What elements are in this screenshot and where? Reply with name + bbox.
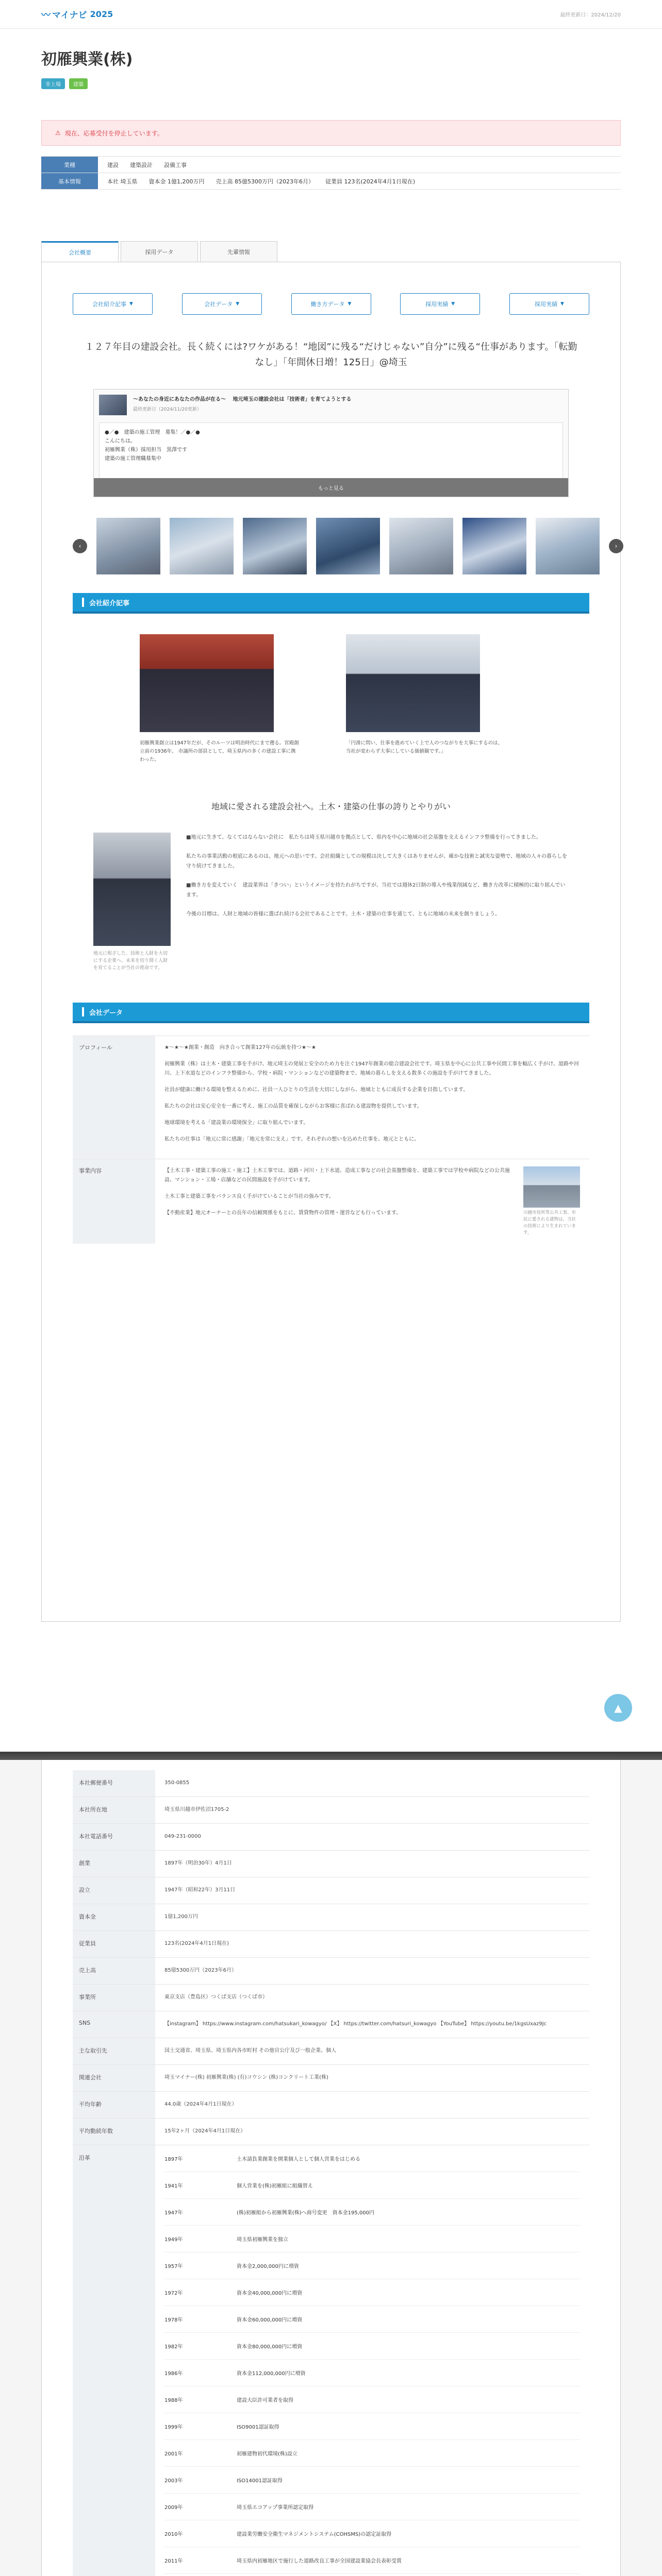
history-year: 1941年 [164,2183,183,2189]
data-row-profile [73,1036,589,1159]
history-year: 1949年 [164,2237,183,2243]
article-paragraph: 私たちの事業活動の根底にあるのは、地元への思いです。会社組織としての規模は決して大きくはありませんが、確かな技術と誠実な姿勢で、地域の人々の暮らしを守り続けてきました。 [186,854,567,869]
gallery-photo[interactable] [536,518,600,574]
row-head: 事業所 [73,1985,155,2011]
info-head: 基本情報 [41,173,98,189]
photo-caption: 初雁興業創立は1947年だが、そのルーツは明治時代にまで遡る。宮殿創立前の1936年、 市議所の部員として、埼玉県内の多くの建設工事に携わった。 [140,740,299,762]
info-row-basic [41,173,621,190]
article-paragraph: 今後の目標は、人財と地域の皆様に選ばれ続ける会社であることです。土木・建築の仕事を通じて、ともに地域の未来を創りましょう。 [186,911,500,917]
row-value: 1億1,200万円 [164,1914,198,1920]
history-row [164,2413,580,2440]
history-event: ISO9001認証取得 [237,2425,279,2430]
row-head: 本社電話番号 [73,1824,155,1850]
row-head: 事業内容 [73,1159,155,1244]
row-value: 123名(2024年4月1日現在) [164,1941,229,1946]
news-body [99,422,563,479]
history-event: 資本金112,000,000円に増資 [237,2371,306,2377]
row-head: 従業員 [73,1931,155,1957]
history-year: 1986年 [164,2371,183,2377]
warning-icon: ⚠ [55,129,61,137]
history-row [164,2360,580,2386]
staff-photo [346,634,480,732]
capital: 資本金 1億1,200万円 [148,178,205,185]
news-more-button[interactable]: もっと見る [94,478,568,497]
data-row [73,1958,589,1985]
data-row [73,1851,589,1877]
history-row [164,2547,580,2574]
arrow-up-icon[interactable]: ▲ [604,1694,632,1722]
photo-caption: 川越市役所等公共工事。市民に愛される建物は、当社の技術により生まれています。 [523,1210,576,1235]
row-head: 本社所在地 [73,1797,155,1823]
catchcopy: １２７年目の建設会社。長く続くには?ワケがある！“地図”に残る“だけじゃない”自分”に残る“仕事があります。「転勤なし」「年間休日増！125日」@埼玉 [85,342,577,368]
subtab-label: 採用実績 [425,301,449,308]
chevron-down-icon: ▼ [347,301,352,307]
history-row [164,2252,580,2279]
president-portrait [93,833,171,946]
profile-paragraph: ★～★～★創業・創造 向き合って創業127年の伝統を持つ★～★ [164,1045,316,1050]
info-row-industry [41,157,621,173]
article-title: 地域に愛される建設会社へ。土木・建築の仕事の誇りとやりがい [211,802,451,811]
subtab-work-style[interactable] [291,293,371,315]
data-row [73,2065,589,2092]
news-thumbnail [99,395,127,415]
history-row [164,2333,580,2360]
section-heading-intro: 会社紹介記事 [73,593,589,614]
business-paragraph: 土木工事と建築工事をバランス良く手がけていることが当社の強みです。 [164,1194,334,1199]
history-row [164,2226,580,2252]
history-event: 資本金80,000,000円に増資 [237,2344,303,2350]
group-photo [140,634,274,732]
history-year: 1957年 [164,2264,183,2269]
history-row [164,2494,580,2520]
subtab-hiring-record[interactable] [400,293,480,315]
profile-paragraph: 地球環境を考える「建設業の環境保全」に取り組んでいます。 [164,1120,309,1126]
intro-photos [42,614,620,764]
history-year: 1972年 [164,2291,183,2296]
data-row [73,1824,589,1851]
page-divider [0,1752,662,1760]
news-card [93,389,569,497]
history-row [164,2145,580,2172]
intro-photo-right [346,634,506,764]
company-name: 初雁興業(株) [41,50,133,69]
row-value: 1947年（昭和22年）3月11日 [164,1887,236,1893]
subtab-company-data[interactable] [182,293,262,315]
row-head: 創業 [73,1851,155,1877]
history-event: 資本金40,000,000円に増資 [237,2291,303,2296]
history-event: 埼玉県初雁興業を独立 [237,2237,288,2243]
row-head: 平均勤続年数 [73,2119,155,2145]
history-event: (株)初雁組から初雁興業(株)へ商号変更 資本金195,000円 [237,2210,374,2216]
data-row [73,2011,589,2038]
profile-paragraph: 私たちの仕事は「地元に常に感謝」「地元を常に支え」です。それぞれの想いを込めた仕事を、地元とともに。 [164,1137,420,1142]
logo-mark-icon: 〰 [41,9,49,21]
article-paragraph: ■地元に生きて、なくてはならない会社に 私たちは埼玉県川越市を拠点として、県内を中心に地域の社会基盤を支えるインフラ整備を行ってきました。 [186,835,542,840]
row-head: 売上高 [73,1958,155,1984]
data-row [73,1985,589,2011]
history-year: 1978年 [164,2317,183,2323]
row-value: 埼玉マイナー(株) 初雁興業(株) (有)コウシン (株)コンクリート工業(株) [164,2075,328,2080]
info-values [98,161,187,169]
industry-link[interactable]: 建築設計 [130,161,153,168]
history-row [164,2467,580,2494]
section-heading-data: 会社データ [73,1003,589,1023]
sales: 売上高 85億5300万円（2023年6月） [216,178,314,185]
data-row [73,1904,589,1931]
info-head: 業種 [41,157,98,173]
history-row [164,2386,580,2413]
building-photo [523,1166,580,1208]
history-event: 埼玉県エコアップ事業所認定取得 [237,2505,314,2511]
history-event: 建設大臣許可業者を取得 [237,2398,293,2403]
history-row [164,2574,580,2576]
chevron-down-icon: ▼ [236,301,240,307]
row-value: 1897年（明治30年）4月1日 [164,1860,232,1866]
news-line: こんにちは。 [105,438,136,444]
history-year: 1947年 [164,2210,183,2216]
main-tabs [41,241,621,262]
tab-senior-info[interactable]: 先輩情報 [200,241,277,262]
logo-year: 2025 [90,9,113,19]
history-row [164,2520,580,2547]
row-head: 沿革 [73,2145,155,2576]
row-value: 15年2ヶ月（2024年4月1日現在） [164,2128,246,2134]
gallery-photo[interactable] [170,518,234,574]
history-event: 土木請負業創業を開業個人として個人営業をはじめる [237,2157,360,2162]
history-event: ISO14001認証取得 [237,2478,283,2484]
article-text [186,833,569,972]
portrait-caption: 地元に根ざした、技術と人財を大切にする企業へ。未来を切り開く人財を育てることが当社の使命です。 [93,951,168,971]
profile-paragraph: 初雁興業（株）は土木・建築工事を手がけ、地元埼玉の発展と安全のため力を注ぐ1947年創業の総合建設会社です。埼玉県を中心に公共工事や民間工事を幅広く手がけ、道路や河川、上下水道などのインフラ整備から、学校・病院・マンションなどの建築物まで、地域の暮らしを支える数多くの施設を手がけてきました。 [164,1061,579,1076]
row-value: 350-0855 [164,1780,190,1786]
history-year: 1897年 [164,2157,183,2162]
profile-paragraph: 私たちの会社は安心安全を一番に考え、施工の品質を確保しながらお客様に喜ばれる建設物を提供しています。 [164,1104,422,1109]
news-line: 初雁興業（株）採用担当 黒澤です [105,447,187,453]
mynavi-logo[interactable] [41,8,113,21]
gallery-photo[interactable] [96,518,160,574]
news-line: ●／● 建築の施工管理 募集！／●／● [105,430,200,435]
data-row [73,2119,589,2145]
business-paragraph: 【土木工事・建築工事の施工・施工】土木工事では、道路・河川・上下水道、造成工事などの社会基盤整備を、建築工事では学校や病院などの公共施設、マンション・工場・店舗などの民間施設を手がけています。 [164,1168,510,1183]
tag-listing: 非上場 [41,78,65,89]
sub-navigation [42,262,620,315]
history-year: 2001年 [164,2451,183,2457]
alert-text: 現在、応募受付を停止しています。 [64,129,163,137]
news-title: ～あなたの身近にあなたの作品が在る～ 地元埼玉の建設会社は「技術者」を育てようとする [133,397,352,402]
data-row [73,1770,589,1797]
data-row-business [73,1159,589,1244]
history-event: 資本金2,000,000円に増資 [237,2264,299,2269]
subtab-article[interactable] [73,293,153,315]
company-data-table [73,1036,589,1244]
row-value: 東京支店（豊島区）つくば支店（つくば市） [164,1994,268,2000]
row-value [155,1036,589,1159]
history-row [164,2199,580,2226]
industry-link[interactable]: 建設 [107,161,119,168]
data-row-history [73,2145,589,2576]
history-year: 1988年 [164,2398,183,2403]
lower-data-section [0,1760,662,2576]
last-updated: 最終更新日：2024/12/20 [560,12,621,18]
subtab-label: 会社データ [204,301,233,308]
row-head: 平均年齢 [73,2092,155,2118]
photo-gallery [73,518,618,574]
news-line: 建築の施工管理職募集中 [105,456,161,462]
gallery-photo[interactable] [389,518,453,574]
subtab-label: 働き方データ [310,301,345,308]
business-paragraph: 【不動産業】地元オーナーとの長年の信頼関係をもとに、賃貸物件の管理・運営なども行っています。 [164,1210,402,1216]
row-head: SNS [73,2011,155,2038]
row-value: 国土交通省、埼玉県、埼玉県内各市町村 その他官公庁及び一般企業、個人 [164,2048,337,2054]
data-row [73,2092,589,2119]
logo-text: マイナビ [52,10,87,21]
company-header [0,29,662,89]
data-row [73,1877,589,1904]
gallery-photo[interactable] [462,518,526,574]
history-event: 埼玉県内初雁地区で施行した道路改良工事が全国建設業協会長表彰受賞 [237,2558,402,2564]
chevron-left-icon[interactable]: ‹ [73,539,87,553]
history-row [164,2306,580,2333]
history-year: 2003年 [164,2478,183,2484]
gallery-photo[interactable] [316,518,380,574]
application-closed-alert [41,120,621,146]
news-meta: 最終更新日（2024/11/20更新） [133,407,202,412]
row-value [155,1159,589,1244]
profile-paragraph: 社員が健康に働ける環境を整えるために、社員一人ひとりの生活を大切にしながら、地域とともに成長する企業を目指しています。 [164,1087,469,1093]
chevron-down-icon: ▼ [451,301,455,307]
news-header [94,389,568,420]
subtab-label: 採用実績 [535,301,558,308]
row-head: 資本金 [73,1904,155,1930]
chevron-right-icon[interactable]: › [609,539,623,553]
article-paragraph: ■働き方を変えていく 建設業界は「きつい」というイメージを持たれがちですが、当社では週休2日制の導入や残業削減など、働き方改革に積極的に取り組んでいます。 [186,883,566,898]
tab-recruit-data[interactable]: 採用データ [121,241,198,262]
history-year: 2011年 [164,2558,183,2564]
chevron-down-icon: ▼ [129,301,133,307]
history-event: 建設業労働安全衛生マネジメントシステム(COHSMS)の認定証取得 [237,2532,392,2537]
hq-location: 本社 埼玉県 [107,178,138,185]
employees: 従業員 123名(2024年4月1日現在) [325,178,416,185]
row-value: 049-231-0000 [164,1834,201,1839]
row-head: 本社郵便番号 [73,1770,155,1797]
article-body [42,812,620,972]
history-list [155,2145,589,2576]
history-event: 個人営業を(株)初雁組に組織替え [237,2183,313,2189]
row-value: 埼玉県川越市伊佐沼1705-2 [164,1807,229,1812]
row-value: 【instagram】 https://www.instagram.com/hatsukari_kowagyo/ 【X】 https://twitter.com/hatsuri_kowagyo 【YouTube】 https://youtu.be/1kgsUxaz9Jc [164,2021,547,2027]
history-year: 1982年 [164,2344,183,2350]
row-head: 主な取引先 [73,2038,155,2064]
company-info-table [41,156,621,190]
photo-caption: 「円滑に問い、仕事を進めていく上で人のつながりを大事にするのは、当社が変わらず大事にしている価値観です。」 [346,740,503,754]
row-head: 設立 [73,1877,155,1904]
main-content [41,262,621,1622]
subtab-label: 会社紹介記事 [92,301,127,308]
row-value: 44.0歳（2024年4月1日現在） [164,2102,237,2107]
tag-industry: 建築 [69,78,88,89]
history-year: 2010年 [164,2532,183,2537]
history-year: 2009年 [164,2505,183,2511]
row-head: 関連会社 [73,2065,155,2091]
intro-photo-left [140,634,300,764]
row-value: 85億5300万円（2023年6月） [164,1968,237,1973]
data-row [73,1931,589,1958]
subtab-hiring-record-2[interactable] [509,293,589,315]
history-event: 資本金60,000,000円に増資 [237,2317,303,2323]
data-row [73,1797,589,1824]
history-row [164,2172,580,2199]
history-row [164,2279,580,2306]
chevron-down-icon: ▼ [560,301,564,307]
row-head: プロフィール [73,1036,155,1159]
company-tags [41,78,621,89]
lower-data-box [41,1760,621,2576]
data-row [73,2038,589,2065]
history-year: 1999年 [164,2425,183,2430]
info-values [98,177,415,185]
tab-company-overview[interactable]: 会社概要 [41,241,119,262]
lower-data-table [73,1770,589,2145]
history-event: 初雁建物初代環境(株)設立 [237,2451,297,2457]
site-header [0,0,662,29]
industry-link[interactable]: 設備工事 [164,161,187,168]
gallery-photo[interactable] [243,518,307,574]
history-row [164,2440,580,2467]
